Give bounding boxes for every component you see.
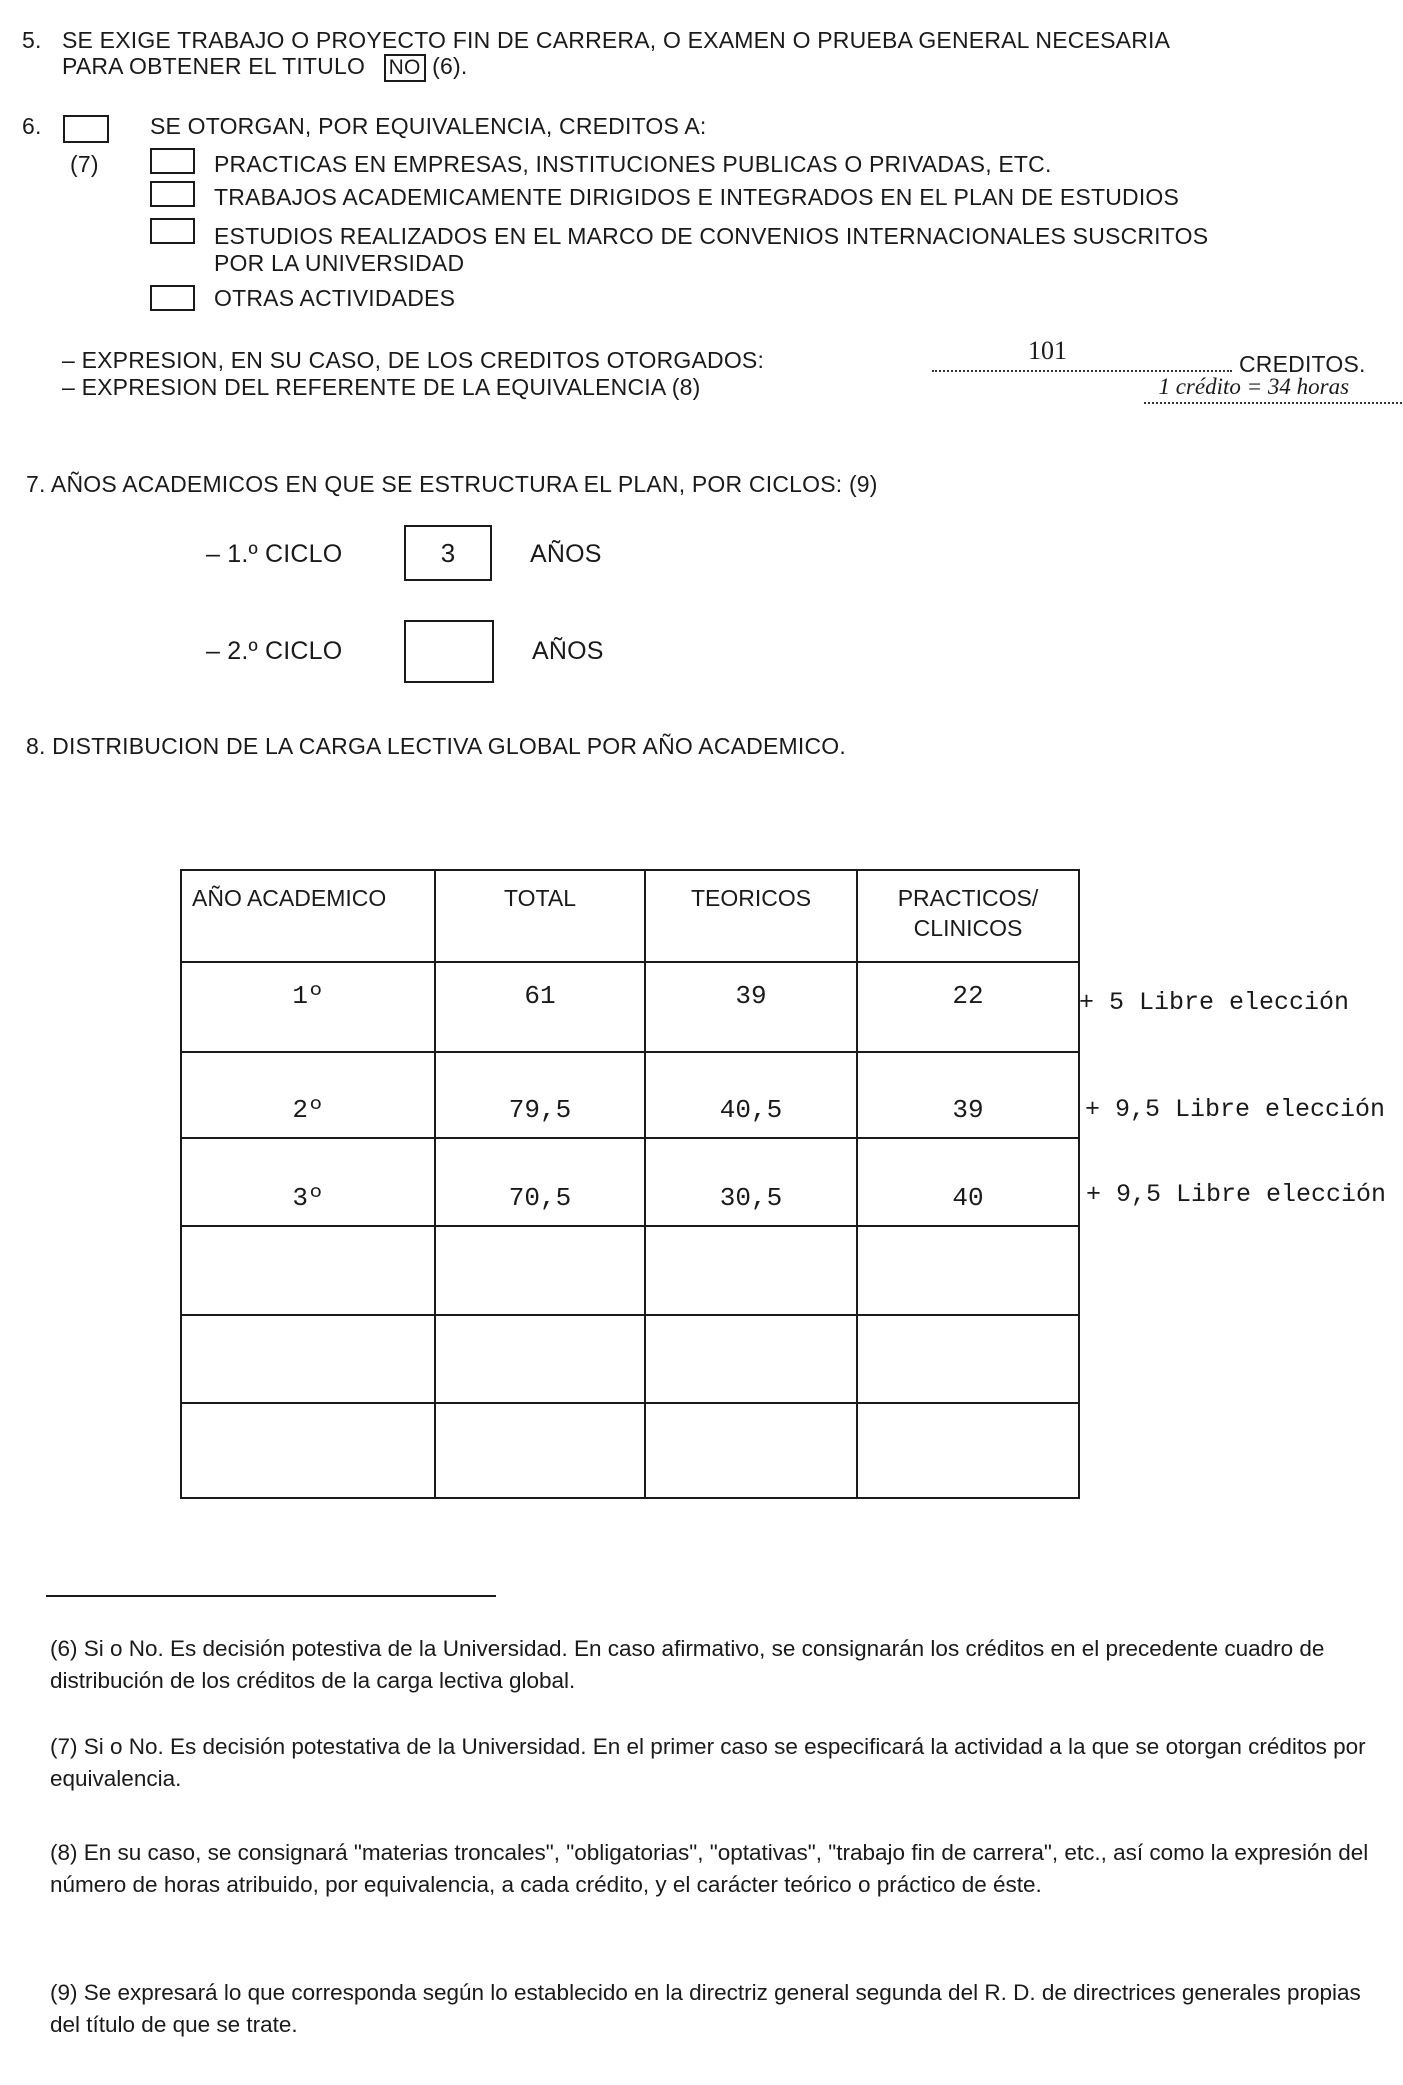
footnote-7: (7) Si o No. Es decisión potestativa de la Universidad. En el primer caso se especificará la actividad a la que se otorgan créditos por equivalencia. [50, 1734, 1366, 1791]
total-cell[interactable] [435, 1226, 645, 1315]
credits-value: 101 [1028, 336, 1067, 365]
year-cell[interactable] [181, 1315, 435, 1403]
practice-cell[interactable] [857, 1403, 1079, 1498]
option-otras-label: OTRAS ACTIVIDADES [214, 285, 456, 311]
credits-unit: CREDITOS. [1239, 351, 1366, 377]
practice-cell[interactable] [857, 1226, 1079, 1315]
item5-line1: SE EXIGE TRABAJO O PROYECTO FIN DE CARRERA, O EXAMEN O PRUEBA GENERAL NECESARIA [62, 27, 1171, 53]
option-estudios-label: ESTUDIOS REALIZADOS EN EL MARCO DE CONVENIOS INTERNACIONALES SUSCRITOS [214, 223, 1209, 249]
year-cell: 1º [181, 962, 435, 1052]
item6-header: SE OTORGAN, POR EQUIVALENCIA, CREDITOS A: [150, 113, 707, 139]
credits-label: – EXPRESION, EN SU CASO, DE LOS CREDITOS OTORGADOS: [62, 347, 765, 373]
credits-field[interactable] [932, 336, 1232, 372]
distribution-table [180, 869, 1080, 1499]
practice-cell: 40 [857, 1138, 1079, 1226]
footnote-8: (8) En su caso, se consignará "materias troncales", "obligatorias", "optativas", "trabajo fin de carrera", etc., así como la expresión del número de horas atribuido, por equivalencia, a cada crédito, y el carácter teórico o práctico de éste. [50, 1840, 1369, 1897]
table-row-empty [181, 1315, 1079, 1403]
item5-line2-wrap [62, 52, 467, 82]
cycle1-years-box[interactable]: 3 [404, 525, 492, 581]
theory-cell[interactable] [645, 1315, 857, 1403]
item7-title: 7. AÑOS ACADEMICOS EN QUE SE ESTRUCTURA EL PLAN, POR CICLOS: (9) [26, 471, 878, 497]
col-header-total: TOTAL [435, 870, 645, 962]
footnote-separator [46, 1595, 496, 1597]
table-row [181, 1052, 1079, 1138]
year-cell[interactable] [181, 1226, 435, 1315]
item6-ref: (7) [70, 151, 99, 177]
equiv-label: – EXPRESION DEL REFERENTE DE LA EQUIVALENCIA (8) [62, 374, 701, 400]
option-trabajos-label: TRABAJOS ACADEMICAMENTE DIRIGIDOS E INTEGRADOS EN EL PLAN DE ESTUDIOS [214, 184, 1180, 210]
item5-ref: (6). [432, 53, 468, 79]
table-row-empty [181, 1403, 1079, 1498]
option-practicas-checkbox[interactable] [150, 148, 195, 174]
col-header-year: AÑO ACADEMICO [181, 870, 435, 962]
option-estudios-label-cont: POR LA UNIVERSIDAD [214, 250, 465, 276]
equiv-value: 1 crédito = 34 horas [1158, 374, 1350, 399]
practice-cell: 22 [857, 962, 1079, 1052]
option-estudios-checkbox[interactable] [150, 218, 195, 244]
item5-answer-box[interactable]: NO [384, 54, 426, 82]
col-header-practice: PRACTICOS/ CLINICOS [857, 870, 1079, 962]
total-cell[interactable] [435, 1315, 645, 1403]
total-cell: 61 [435, 962, 645, 1052]
option-otras-checkbox[interactable] [150, 285, 195, 311]
item6-main-checkbox[interactable] [63, 115, 109, 143]
theory-cell: 30,5 [645, 1138, 857, 1226]
table-row [181, 1138, 1079, 1226]
total-cell: 79,5 [435, 1052, 645, 1138]
table-row [181, 962, 1079, 1052]
theory-cell: 40,5 [645, 1052, 857, 1138]
table-header-row [181, 870, 1079, 962]
item8-title: 8. DISTRIBUCION DE LA CARGA LECTIVA GLOBAL POR AÑO ACADEMICO. [26, 733, 846, 759]
year-cell: 2º [181, 1052, 435, 1138]
year-cell: 3º [181, 1138, 435, 1226]
year-cell[interactable] [181, 1403, 435, 1498]
item6-number: 6. [22, 113, 42, 139]
side-note-year1: + 5 Libre elección [1079, 988, 1350, 1017]
practice-cell[interactable] [857, 1315, 1079, 1403]
theory-cell[interactable] [645, 1403, 857, 1498]
item5-number: 5. [22, 27, 42, 53]
item5-line2: PARA OBTENER EL TITULO [62, 53, 366, 79]
cycle1-label: – 1.º CICLO [206, 540, 343, 568]
footnote-6: (6) Si o No. Es decisión potestiva de la Universidad. En caso afirmativo, se consignarán los créditos en el precedente cuadro de distribución de los créditos de la carga lectiva global. [50, 1636, 1325, 1693]
cycle2-label: – 2.º CICLO [206, 637, 343, 665]
option-trabajos-checkbox[interactable] [150, 181, 195, 207]
theory-cell: 39 [645, 962, 857, 1052]
cycle2-unit: AÑOS [532, 637, 604, 665]
practice-cell: 39 [857, 1052, 1079, 1138]
theory-cell[interactable] [645, 1226, 857, 1315]
side-note-year2: + 9,5 Libre elección [1085, 1095, 1386, 1124]
option-practicas-label: PRACTICAS EN EMPRESAS, INSTITUCIONES PUBLICAS O PRIVADAS, ETC. [214, 151, 1052, 177]
cycle1-unit: AÑOS [530, 540, 602, 568]
credits-row [62, 346, 764, 374]
col-header-theory: TEORICOS [645, 870, 857, 962]
total-cell[interactable] [435, 1403, 645, 1498]
table-row-empty [181, 1226, 1079, 1315]
side-note-year3: + 9,5 Libre elección [1086, 1180, 1387, 1209]
cycle2-years-box[interactable] [404, 620, 494, 683]
total-cell: 70,5 [435, 1138, 645, 1226]
equiv-field[interactable] [1144, 376, 1403, 404]
footnote-9: (9) Se expresará lo que corresponda según lo establecido en la directriz general segunda del R. D. de directrices generales propias del título de que se trate. [50, 1980, 1361, 2037]
